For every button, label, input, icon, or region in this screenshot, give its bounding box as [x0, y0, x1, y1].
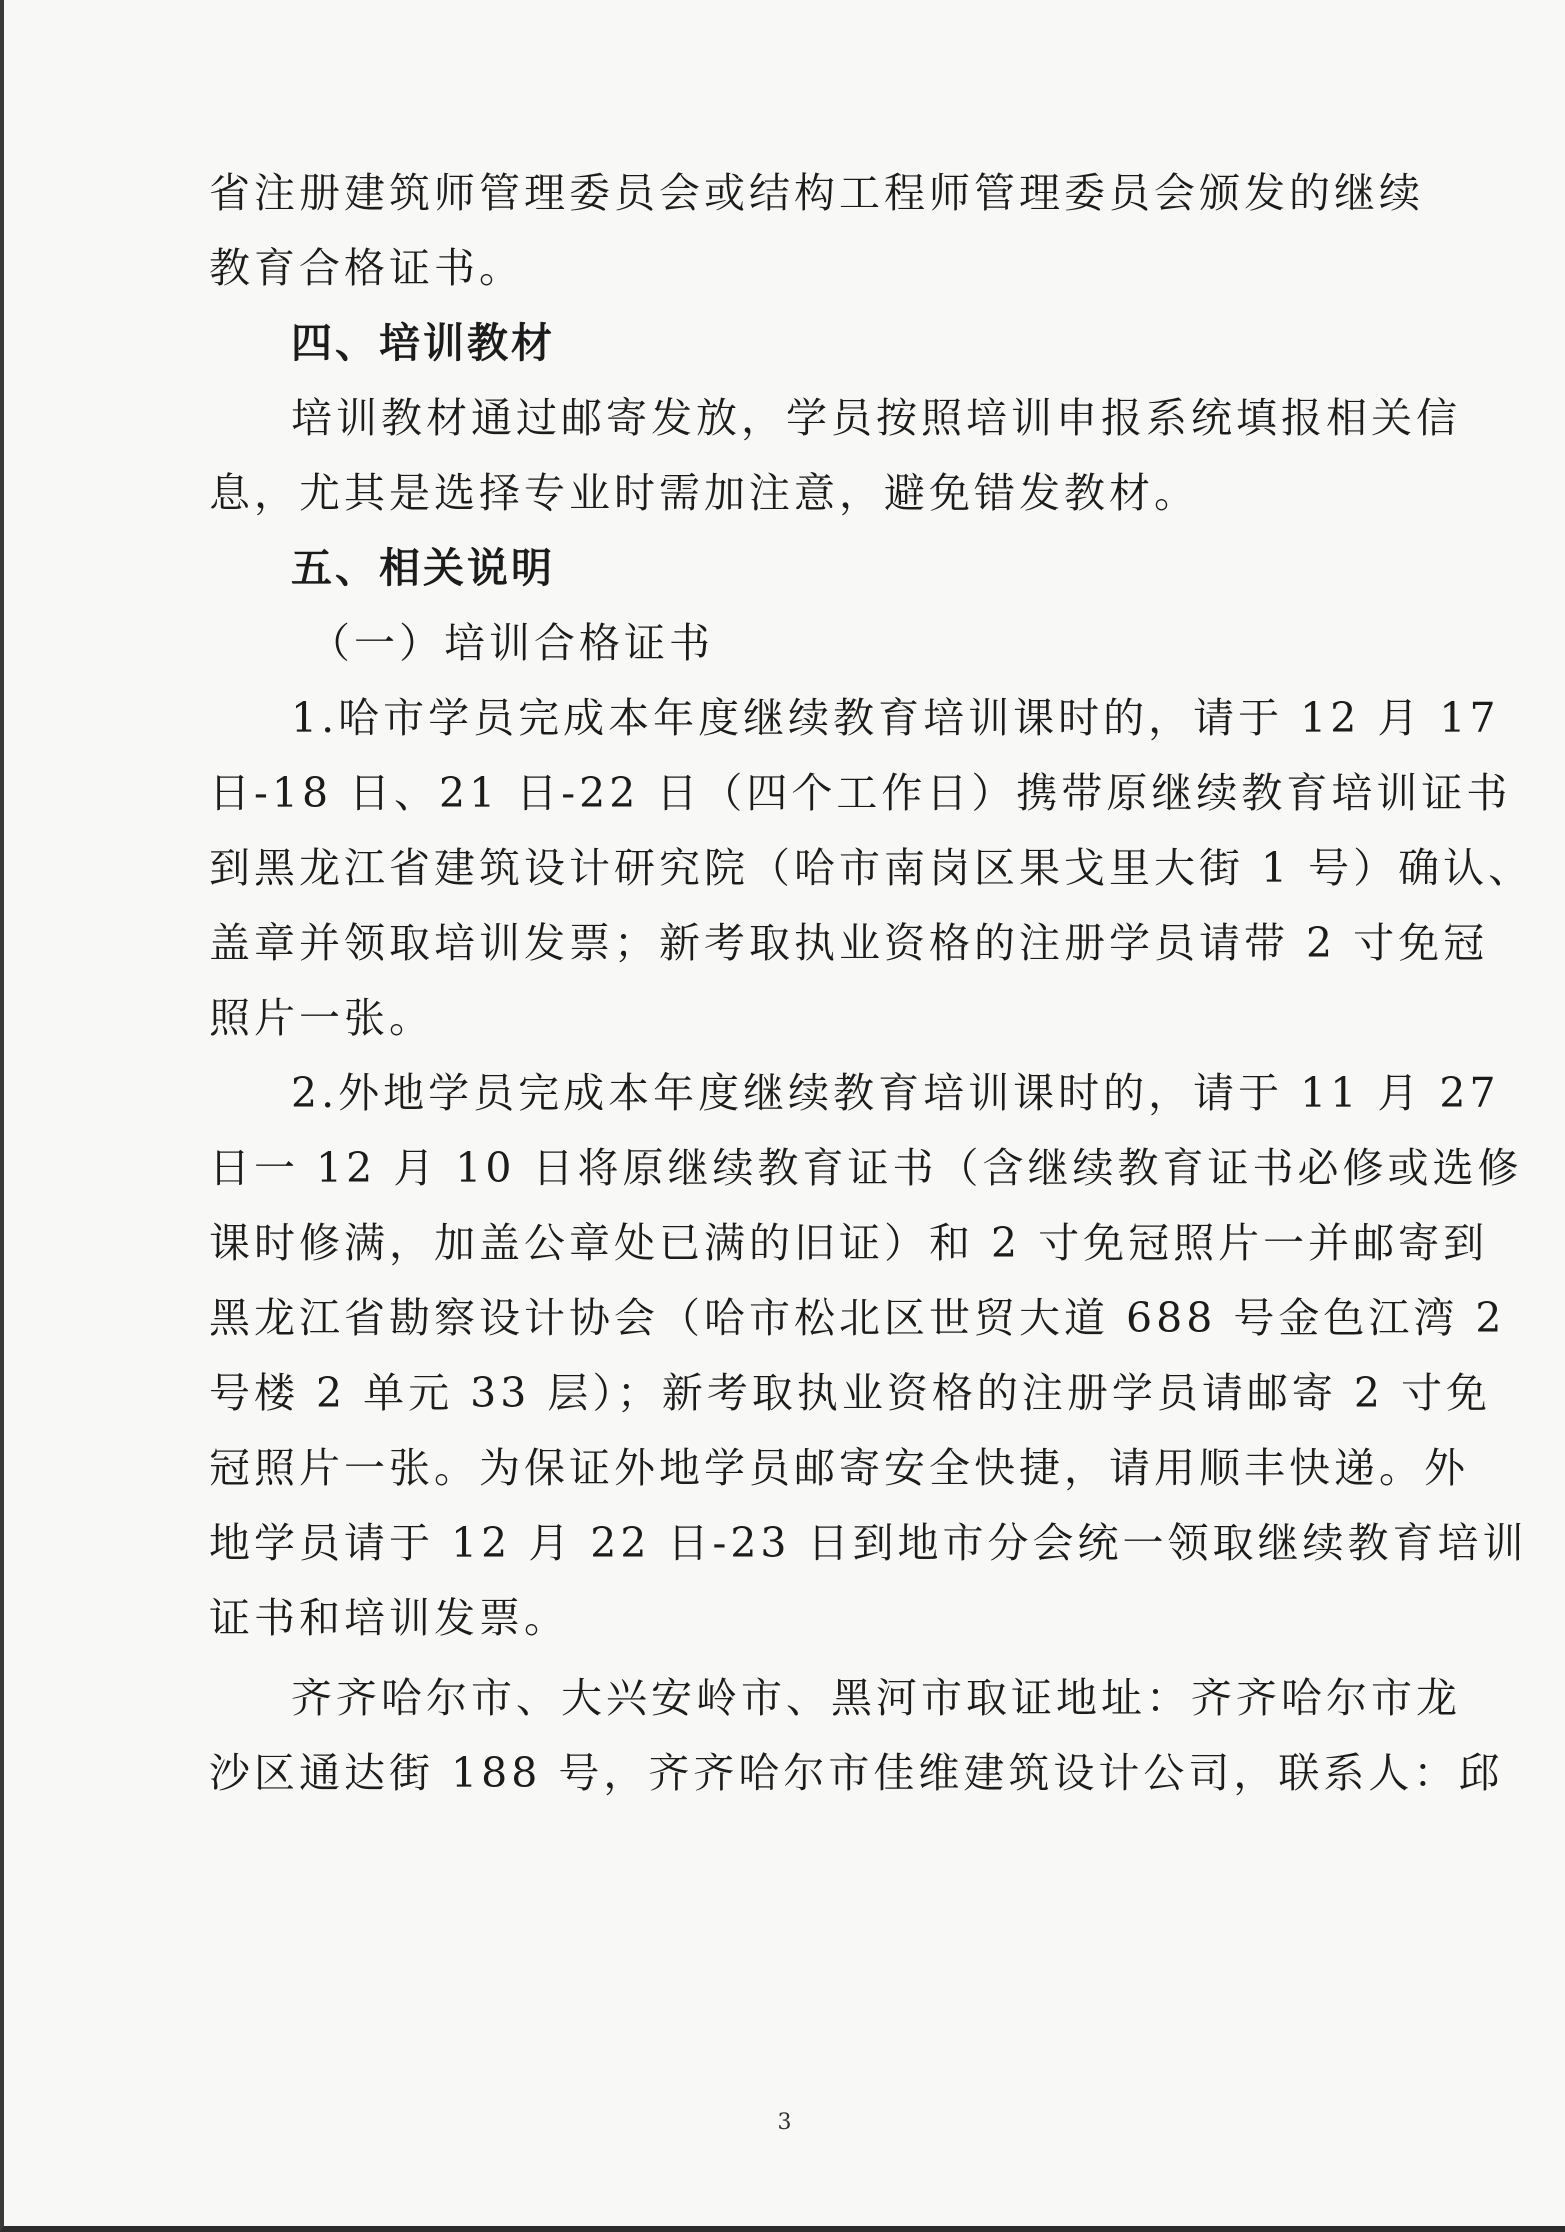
body-line: 黑龙江省勘察设计协会（哈市松北区世贸大道 688 号金色江湾 2: [209, 1294, 1506, 1342]
section-heading-4: 四、培训教材: [291, 319, 555, 367]
body-line: 到黑龙江省建筑设计研究院（哈市南岗区果戈里大街 1 号）确认、: [209, 844, 1534, 892]
body-line: 培训教材通过邮寄发放，学员按照培训申报系统填报相关信: [291, 394, 1461, 442]
body-line: 日-18 日、21 日-22 日（四个工作日）携带原继续教育培训证书: [209, 769, 1512, 817]
body-line: 齐齐哈尔市、大兴安岭市、黑河市取证地址：齐齐哈尔市龙: [291, 1674, 1461, 1722]
body-line: 1.哈市学员完成本年度继续教育培训课时的，请于 12 月 17: [291, 694, 1500, 742]
subsection-heading-1: （一）培训合格证书: [309, 619, 714, 667]
body-line: 教育合格证书。: [209, 244, 524, 292]
body-line: 证书和培训发票。: [209, 1594, 569, 1642]
body-line: 息，尤其是选择专业时需加注意，避免错发教材。: [209, 469, 1199, 517]
body-line: 省注册建筑师管理委员会或结构工程师管理委员会颁发的继续: [209, 169, 1424, 217]
body-line: 课时修满，加盖公章处已满的旧证）和 2 寸免冠照片一并邮寄到: [209, 1219, 1489, 1267]
section-heading-5: 五、相关说明: [291, 544, 555, 592]
body-line: 2.外地学员完成本年度继续教育培训课时的，请于 11 月 27: [291, 1069, 1500, 1117]
page-number: 3: [777, 2110, 792, 2135]
body-line: 日一 12 月 10 日将原继续教育证书（含继续教育证书必修或选修: [209, 1144, 1523, 1192]
body-line: 地学员请于 12 月 22 日-23 日到地市分会统一领取继续教育培训: [209, 1519, 1528, 1567]
body-line: 冠照片一张。为保证外地学员邮寄安全快捷，请用顺丰快递。外: [209, 1444, 1469, 1492]
body-line: 照片一张。: [209, 994, 434, 1042]
body-line: 号楼 2 单元 33 层）；新考取执业资格的注册学员请邮寄 2 寸免: [209, 1369, 1492, 1417]
body-line: 沙区通达街 188 号，齐齐哈尔市佳维建筑设计公司，联系人：邱: [209, 1749, 1504, 1797]
body-line: 盖章并领取培训发票；新考取执业资格的注册学员请带 2 寸免冠: [209, 919, 1489, 967]
